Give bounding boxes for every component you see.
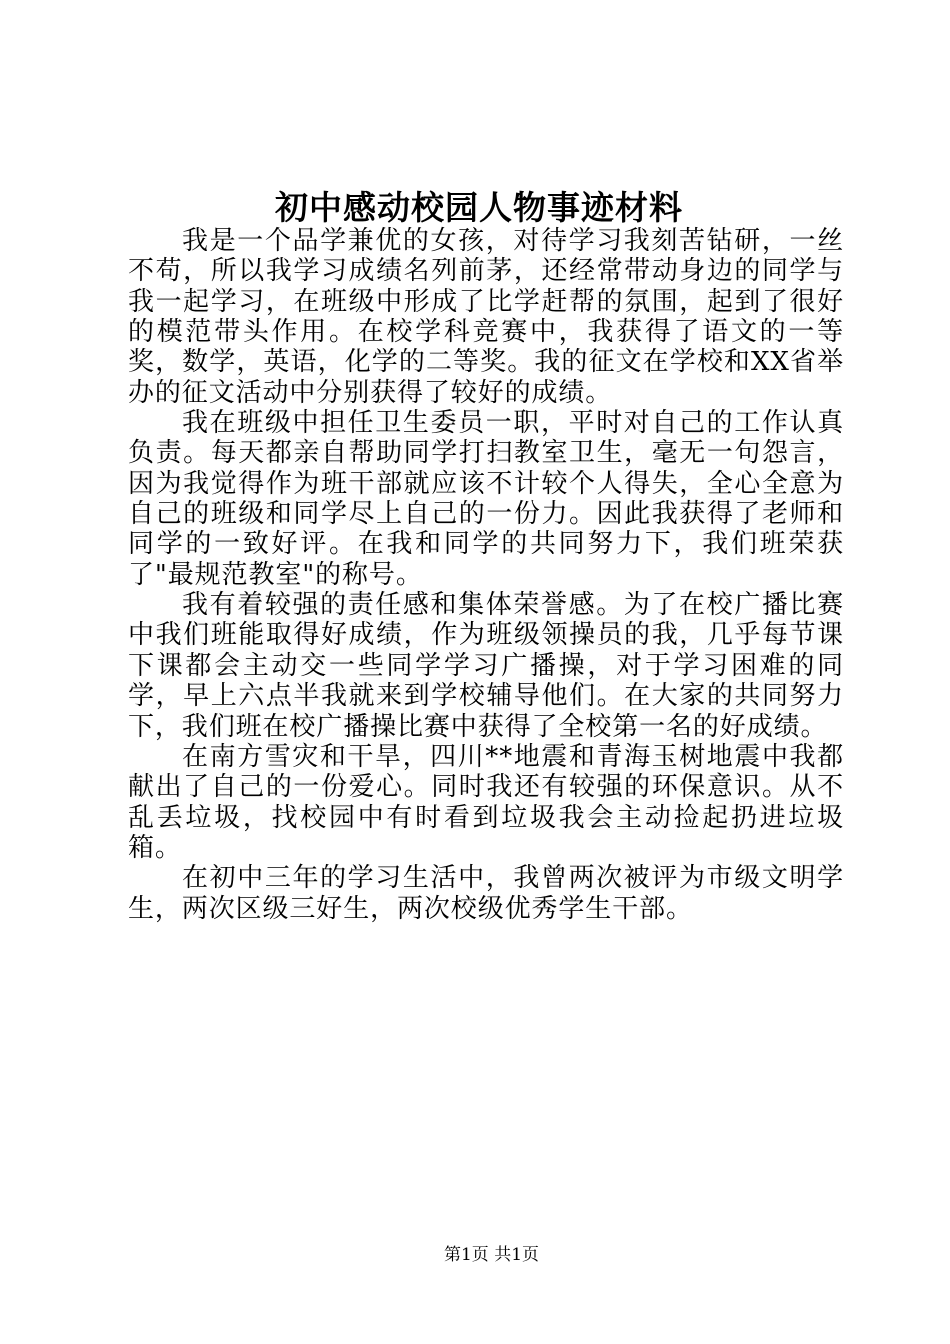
paragraph-4: 在南方雪灾和干旱，四川**地震和青海玉树地震中我都献出了自己的一份爱心。同时我还有较强的环保意识。从不乱丢垃圾，找校园中有时看到垃圾我会主动捡起扔进垃圾箱。 — [128, 741, 844, 863]
paragraph-2: 我在班级中担任卫生委员一职，平时对自己的工作认真负责。每天都亲自帮助同学打扫教室卫生，毫无一句怨言，因为我觉得作为班干部就应该不计较个人得失，全心全意为自己的班级和同学尽上自己的一份力。因此我获得了老师和同学的一致好评。在我和同学的共同努力下，我们班荣获了"最规范教室"的称号。 — [128, 408, 844, 590]
paragraph-3: 我有着较强的责任感和集体荣誉感。为了在校广播比赛中我们班能取得好成绩，作为班级领操员的我，几乎每节课下课都会主动交一些同学学习广播操，对于学习困难的同学，早上六点半我就来到学校辅导他们。在大家的共同努力下，我们班在校广播操比赛中获得了全校第一名的好成绩。 — [128, 590, 844, 742]
document-body — [128, 226, 844, 924]
paragraph-1: 我是一个品学兼优的女孩，对待学习我刻苦钻研，一丝不苟，所以我学习成绩名列前茅，还经常带动身边的同学与我一起学习，在班级中形成了比学赶帮的氛围，起到了很好的模范带头作用。在校学科竞赛中，我获得了语文的一等奖，数学，英语，化学的二等奖。我的征文在学校和XX省举办的征文活动中分别获得了较好的成绩。 — [128, 226, 844, 408]
paragraph-5: 在初中三年的学习生活中，我曾两次被评为市级文明学生，两次区级三好生，两次校级优秀学生干部。 — [128, 863, 844, 924]
page-footer: 第1页 共1页 — [443, 1245, 540, 1265]
document-title: 初中感动校园人物事迹材料 — [275, 188, 683, 227]
